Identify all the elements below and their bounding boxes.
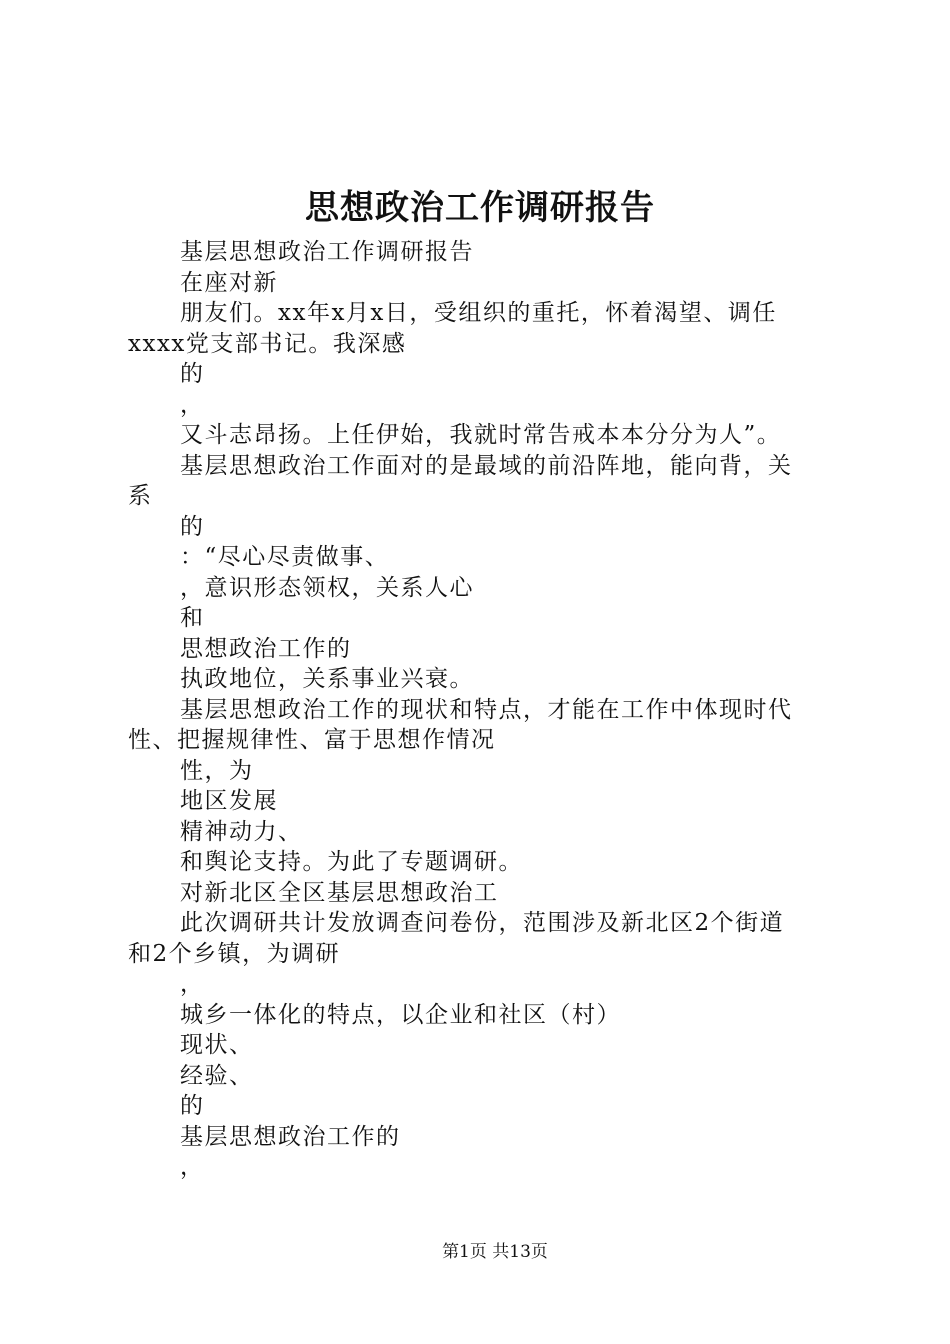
paragraph-line: 精神动力、	[180, 818, 303, 845]
paragraph-line: ，	[180, 391, 205, 418]
document-title: 思想政治工作调研报告	[305, 188, 655, 228]
page-footer: 第1页 共13页	[442, 1242, 548, 1262]
paragraph-line: 基层思想政治工作调研报告	[180, 239, 474, 265]
paragraph-line: 对新北区全区基层思想政治工	[180, 879, 499, 906]
paragraph-line: 性、把握规律性、富于思想作情况	[128, 727, 496, 753]
paragraph-line: 和舆论支持。为此了专题调研。	[180, 849, 523, 875]
paragraph-line: 基层思想政治工作面对的是最域的前沿阵地，能向背，关	[180, 452, 793, 479]
paragraph-line: 的	[180, 1093, 205, 1119]
paragraph-line: 此次调研共计发放调查问卷份，范围涉及新北区2个街道	[180, 910, 785, 936]
paragraph-line: 和2个乡镇，为调研	[128, 940, 341, 967]
paragraph-line: ，	[180, 971, 205, 997]
paragraph-line: 和	[180, 605, 205, 631]
paragraph-line: 基层思想政治工作的	[180, 1123, 401, 1150]
paragraph-line: 性，为	[180, 757, 254, 784]
paragraph-line: 的	[180, 513, 205, 540]
paragraph-line: 执政地位，关系事业兴衰。	[180, 666, 474, 692]
paragraph-line: 系	[128, 483, 153, 509]
paragraph-line: 现状、	[180, 1032, 254, 1058]
document-body	[128, 237, 838, 1183]
paragraph-line: 思想政治工作的	[180, 635, 352, 662]
paragraph-line: 经验、	[180, 1062, 254, 1089]
paragraph-line: ：“尽心尽责做事、	[180, 544, 390, 570]
paragraph-line: 的	[180, 361, 205, 387]
paragraph-line: 又斗志昂扬。上任伊始，我就时常告戒本本分分为人”。	[180, 422, 782, 448]
paragraph-line: ，意识形态领权，关系人心	[180, 574, 474, 601]
paragraph-line: 基层思想政治工作的现状和特点，才能在工作中体现时代	[180, 696, 793, 723]
paragraph-line: ，	[180, 1154, 205, 1180]
paragraph-line: 在座对新	[180, 269, 278, 296]
paragraph-line: xxxx党支部书记。我深感	[128, 330, 407, 357]
paragraph-line: 朋友们。xx年x月x日，受组织的重托，怀着渴望、调任	[180, 300, 777, 326]
paragraph-line: 地区发展	[180, 788, 278, 814]
paragraph-line: 城乡一体化的特点，以企业和社区（村）	[180, 1001, 621, 1028]
